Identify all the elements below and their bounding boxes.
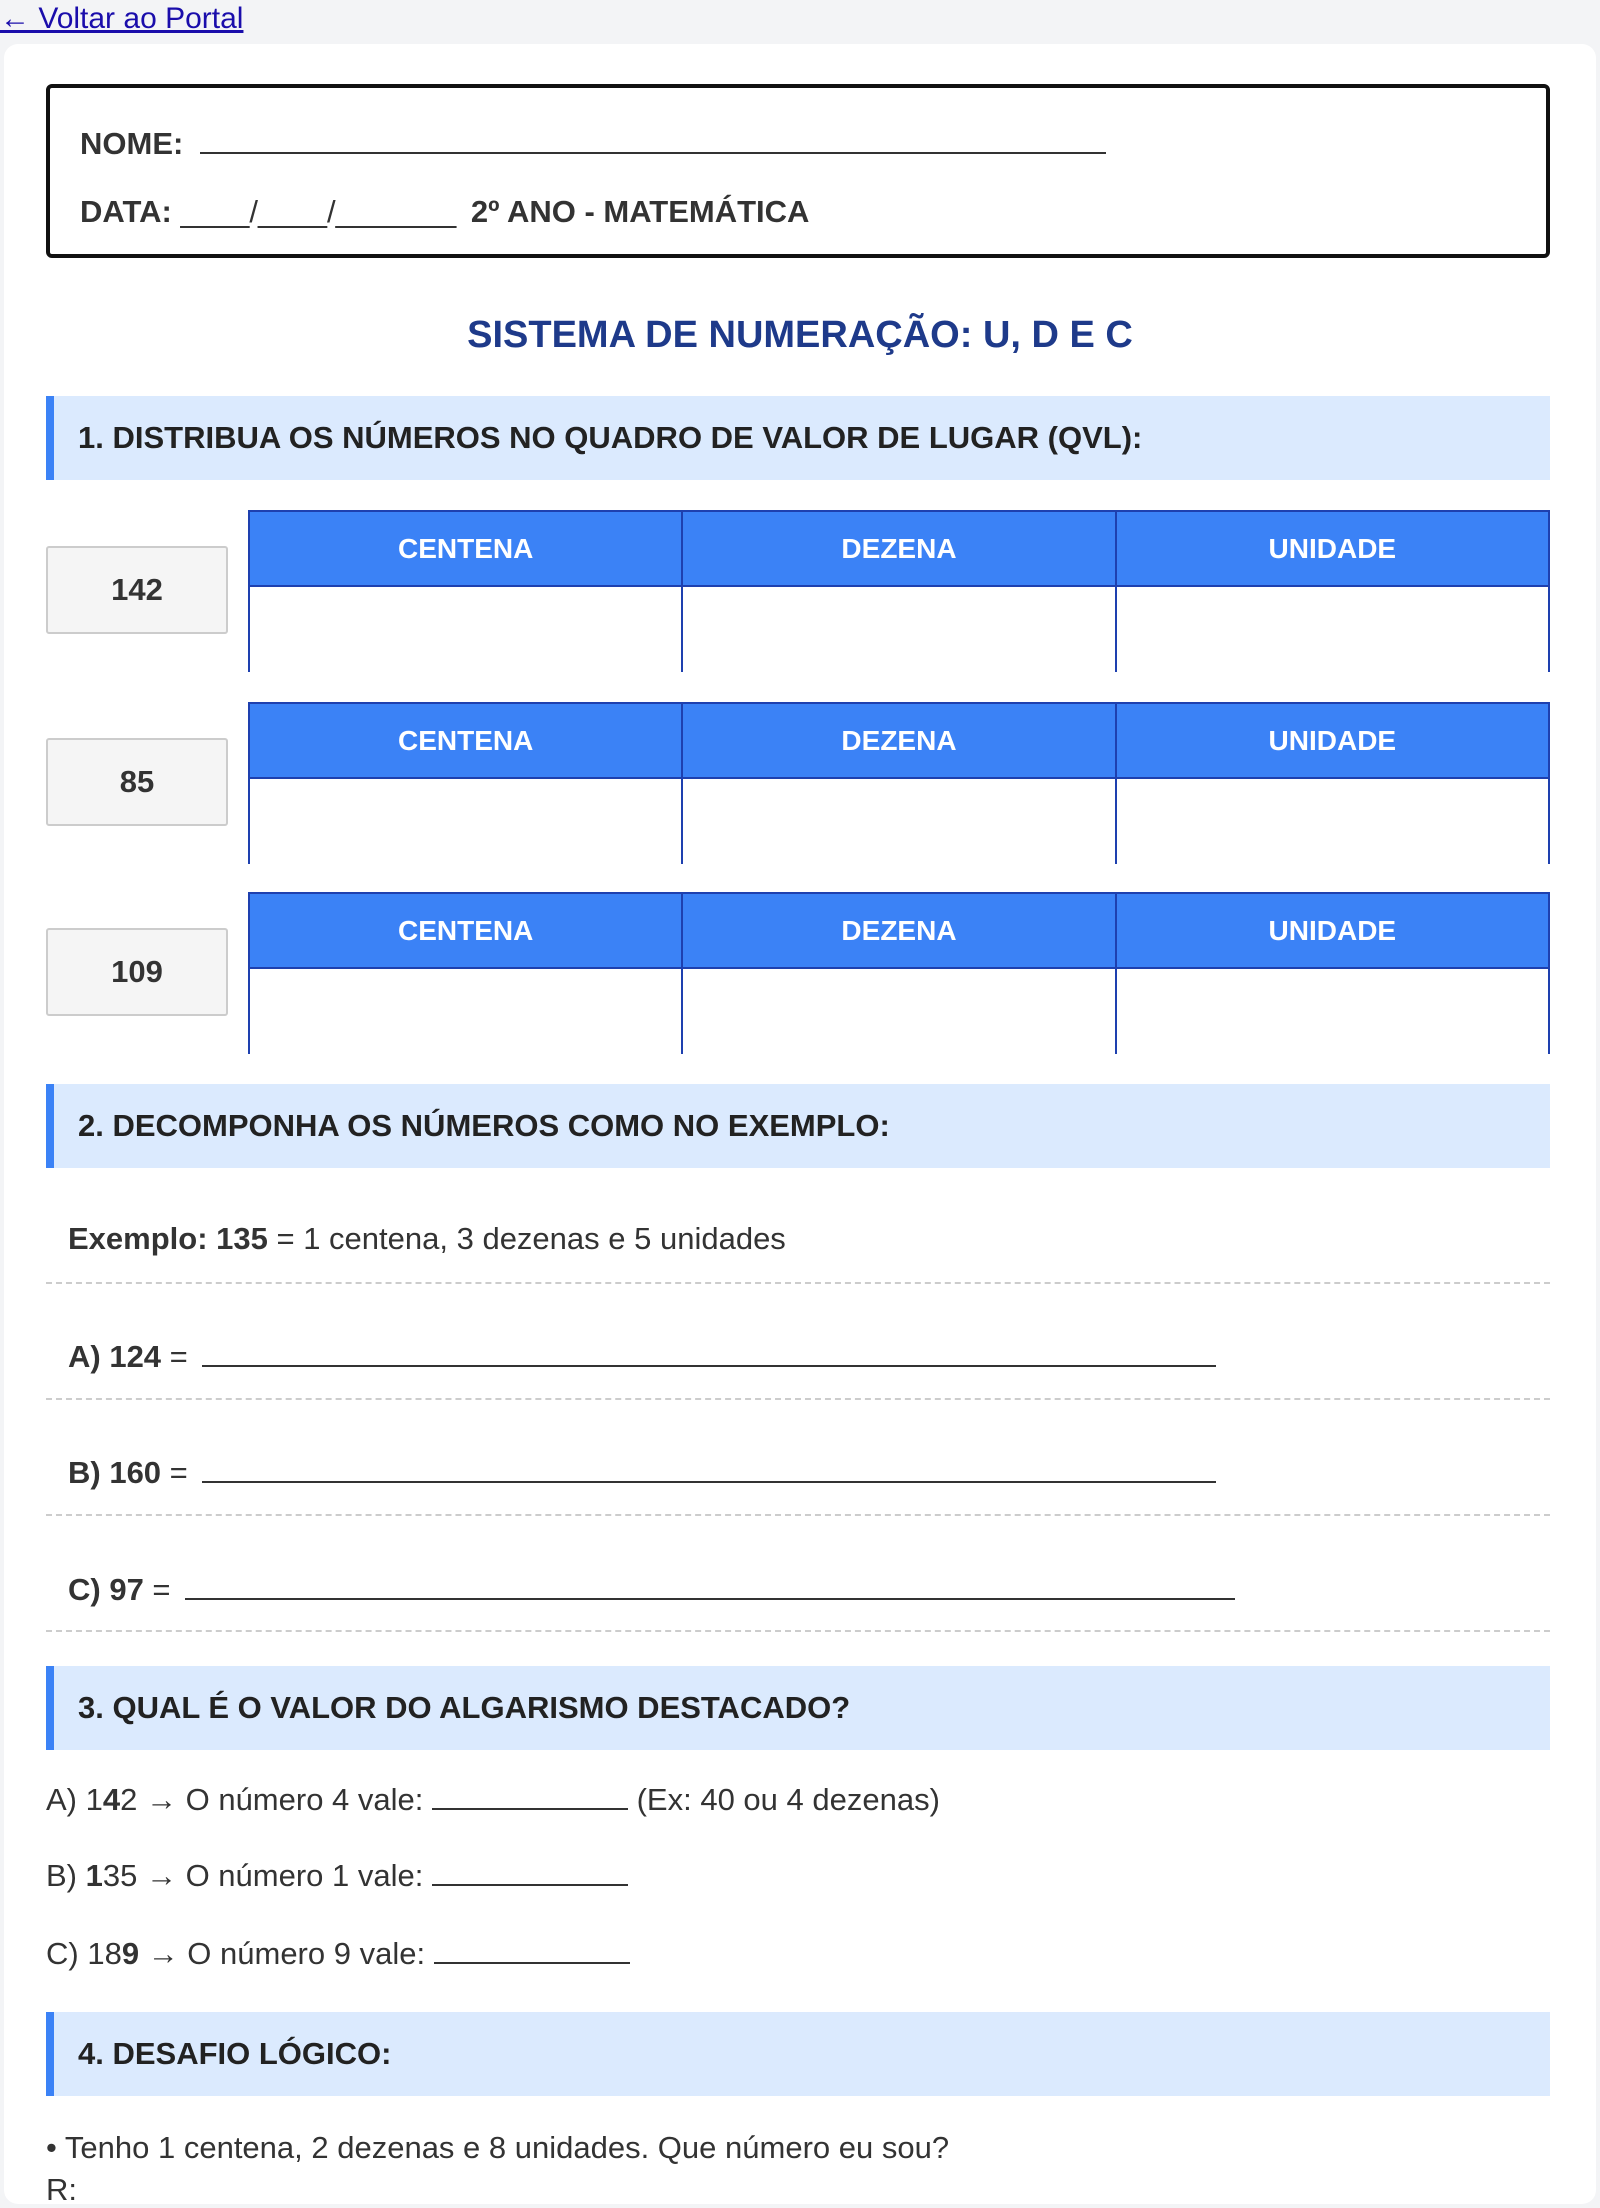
answer-blank-a[interactable] [202,1365,1216,1367]
date-blank[interactable]: ____/____/_______ [180,194,457,229]
number-part: 1 [85,1782,103,1817]
digit-value-item-b [46,1858,628,1894]
item-letter: C) [46,1936,88,1971]
qvl-cell-centena[interactable] [250,969,683,1054]
item-prompt: → O número 9 vale: [139,1936,434,1971]
worksheet [4,44,1596,2207]
decompose-row-c [46,1516,1550,1632]
qvl-cell-unidade[interactable] [1117,969,1548,1054]
qvl-number-3: 109 [46,928,228,1016]
highlighted-digit: 4 [102,1782,121,1817]
section-2-heading: 2. DECOMPONHA OS NÚMEROS COMO NO EXEMPLO: [46,1084,1550,1168]
item-hint: (Ex: 40 ou 4 dezenas) [628,1782,940,1817]
highlighted-digit: 1 [85,1858,103,1893]
qvl-cell-unidade[interactable] [1117,587,1548,672]
challenge-question: • Tenho 1 centena, 2 dezenas e 8 unidades. Que número eu sou? [46,2130,950,2165]
qvl-header-centena: CENTENA [250,512,683,585]
item-prompt: → O número 4 vale: [137,1782,432,1817]
number-part: 35 [102,1858,138,1893]
number-part: 18 [87,1936,122,1971]
qvl-cell-centena[interactable] [250,779,683,864]
example-text: = 1 centena, 3 dezenas e 5 unidades [267,1221,786,1256]
item-letter: B) [46,1858,86,1893]
qvl-header-centena: CENTENA [250,704,683,777]
digit-value-item-a [46,1782,940,1818]
qvl-cell-unidade[interactable] [1117,779,1548,864]
qvl-table-3 [248,892,1550,1054]
decompose-label-a: A) 124 [68,1339,162,1374]
qvl-cell-dezena[interactable] [683,779,1116,864]
page-title: SISTEMA DE NUMERAÇÃO: U, D E C [467,314,1133,356]
number-part: 2 [120,1782,138,1817]
answer-blank-c[interactable] [185,1598,1235,1600]
section-4-heading: 4. DESAFIO LÓGICO: [46,2012,1550,2096]
qvl-header-dezena: DEZENA [683,704,1116,777]
name-line [80,126,1106,162]
decompose-row-b [46,1400,1550,1516]
challenge-answer-label[interactable]: R: [46,2172,77,2207]
section-1-heading: 1. DISTRIBUA OS NÚMEROS NO QUADRO DE VALOR DE LUGAR (QVL): [46,396,1550,480]
back-to-portal-link[interactable]: ← Voltar ao Portal [0,2,244,35]
date-label: DATA: [80,194,172,229]
qvl-table-2 [248,702,1550,864]
decompose-row-a [46,1284,1550,1400]
answer-blank-3b[interactable] [432,1884,628,1886]
answer-blank-3a[interactable] [432,1808,628,1810]
date-line [80,194,809,230]
qvl-header-unidade: UNIDADE [1268,914,1397,946]
qvl-header-unidade: UNIDADE [1268,724,1397,756]
student-info-box [46,84,1550,258]
example-label: Exemplo: 135 [68,1221,268,1256]
decompose-label-b: B) 160 [68,1455,162,1490]
name-label: NOME: [80,126,184,161]
section-3-heading: 3. QUAL É O VALOR DO ALGARISMO DESTACADO? [46,1666,1550,1750]
grade-subject: 2º ANO - MATEMÁTICA [470,194,810,229]
qvl-header-unidade: UNIDADE [1268,532,1397,564]
decompose-example-row [46,1168,1550,1284]
item-letter: A) [46,1782,86,1817]
equals-sign: = [161,1339,188,1374]
qvl-header-dezena: DEZENA [683,894,1116,967]
qvl-cell-dezena[interactable] [683,969,1116,1054]
qvl-cell-dezena[interactable] [683,587,1116,672]
highlighted-digit: 9 [121,1936,140,1971]
qvl-header-centena: CENTENA [250,894,683,967]
qvl-table-1 [248,510,1550,672]
name-blank[interactable] [200,152,1106,154]
qvl-cell-centena[interactable] [250,587,683,672]
digit-value-item-c [46,1936,630,1972]
item-prompt: → O número 1 vale: [137,1858,432,1893]
qvl-number-1: 142 [46,546,228,634]
answer-blank-b[interactable] [202,1481,1216,1483]
decompose-label-c: C) 97 [68,1572,144,1607]
qvl-header-dezena: DEZENA [683,512,1116,585]
equals-sign: = [143,1572,171,1607]
equals-sign: = [161,1455,188,1490]
answer-blank-3c[interactable] [434,1962,630,1964]
qvl-number-2: 85 [46,738,228,826]
